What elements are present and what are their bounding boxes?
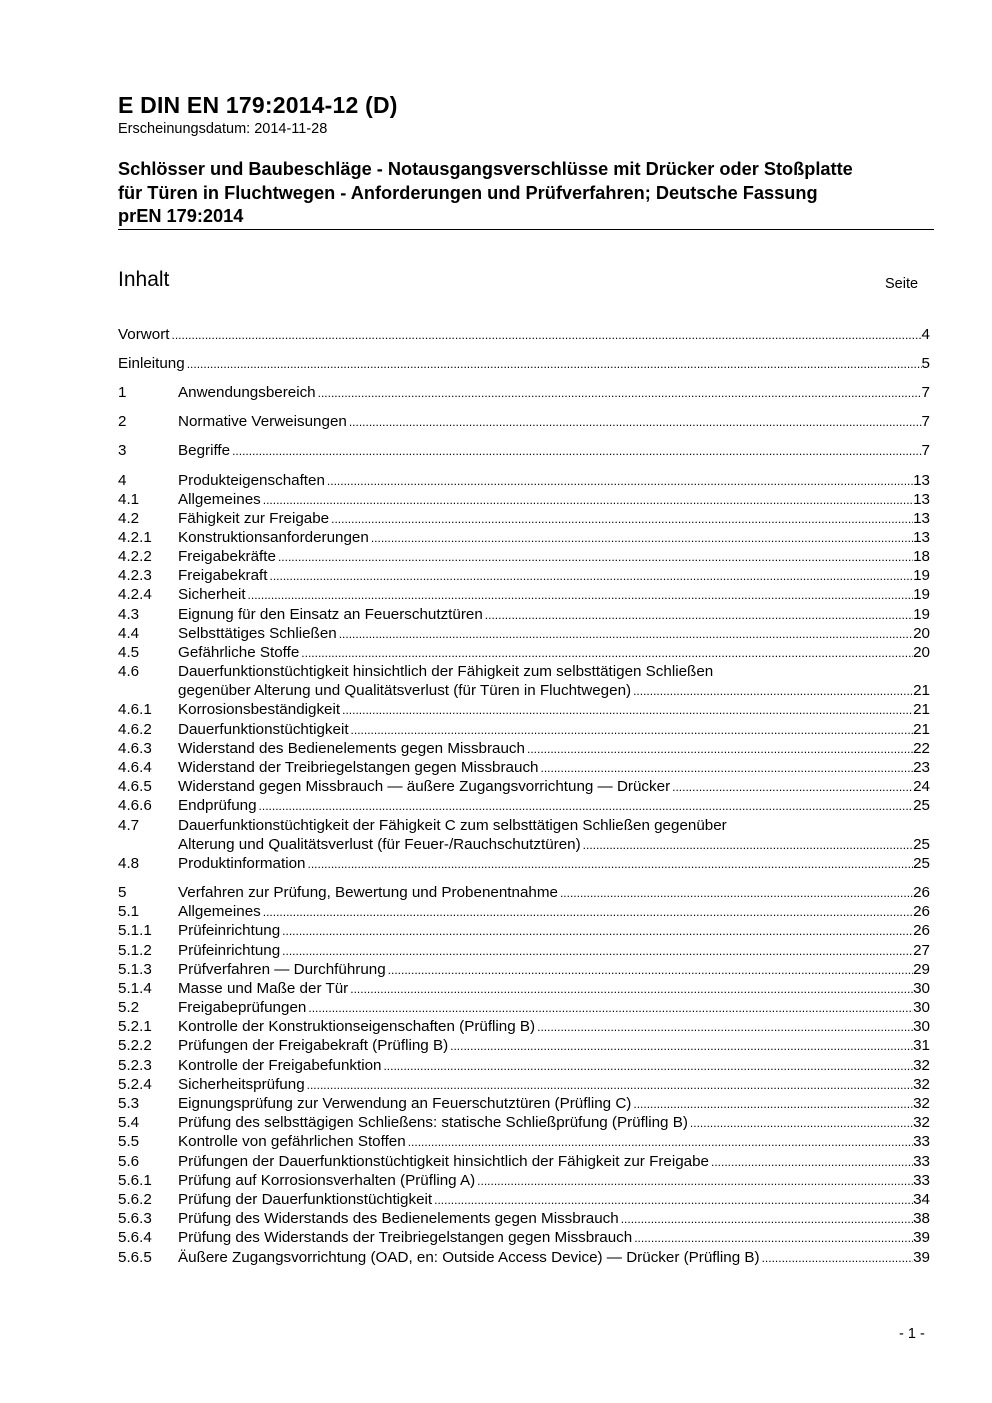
toc-entry-number: 5.6.5: [118, 1249, 152, 1266]
toc-entry-number: 5.1.1: [118, 922, 152, 939]
toc-entry-page: 22: [913, 740, 930, 757]
toc-entry-body: [178, 902, 930, 922]
toc-leader-dots: [383, 1057, 913, 1076]
toc-entry-number: 4: [118, 472, 127, 489]
toc-entry[interactable]: [118, 883, 930, 902]
toc-entry[interactable]: [118, 662, 930, 681]
toc-entry-number: 5.3: [118, 1095, 140, 1112]
toc-entry-body: [178, 1094, 930, 1114]
toc-entry-title: Alterung und Qualitätsverlust (für Feuer-/Rauchschutztüren): [178, 836, 581, 853]
toc-entry-body: [178, 1075, 930, 1095]
toc-entry[interactable]: [118, 854, 930, 873]
toc-leader-dots: [308, 999, 913, 1018]
toc-entry-page: 5: [921, 355, 930, 372]
toc-entry-body: [178, 643, 930, 663]
toc-entry-title: Begriffe: [178, 442, 231, 459]
toc-entry-title: Dauerfunktionstüchtigkeit hinsichtlich der Fähigkeit zum selbsttätigen Schließen: [178, 663, 714, 680]
toc-entry[interactable]: [118, 941, 930, 960]
document-title-line: Schlösser und Baubeschläge - Notausgangsverschlüsse mit Drücker oder Stoßplatte: [118, 159, 853, 179]
toc-entry-number: 5.4: [118, 1114, 140, 1131]
toc-entry-title: Masse und Maße der Tür: [178, 980, 349, 997]
toc-entry-title: Äußere Zugangsvorrichtung (OAD, en: Outside Access Device) — Drücker (Prüfling B): [178, 1249, 760, 1266]
toc-entry-title: Einleitung: [118, 355, 185, 372]
toc-entry-page: 13: [913, 491, 930, 508]
toc-entry-body: [178, 1152, 930, 1172]
toc-entry-number: 4.6: [118, 663, 140, 680]
toc-entry-body: [178, 509, 930, 529]
toc-entry-body: [178, 528, 930, 548]
toc-entry-page: 25: [913, 836, 930, 853]
toc-entry-title: Kontrolle der Freigabefunktion: [178, 1057, 382, 1074]
toc-entry[interactable]: [118, 605, 930, 624]
toc-leader-dots: [232, 442, 921, 461]
toc-entry-page: 13: [913, 472, 930, 489]
toc-entry-body: [178, 960, 930, 980]
toc-entry-body: [178, 998, 930, 1018]
toc-entry-number: 2: [118, 413, 127, 430]
toc-entry-title: Produkteigenschaften: [178, 472, 325, 489]
toc-entry-body: [178, 471, 930, 491]
toc-entry-title: Sicherheit: [178, 586, 246, 603]
document-title: [118, 158, 938, 229]
toc-entry-number: 5.2.3: [118, 1057, 152, 1074]
toc-entry-body: [178, 1248, 930, 1268]
toc-entry[interactable]: [118, 960, 930, 979]
toc-entry[interactable]: [118, 1209, 930, 1228]
toc-entry-page: 29: [913, 961, 930, 978]
toc-entry-title: Anwendungsbereich: [178, 384, 316, 401]
toc-entry-number: 4.6.4: [118, 759, 152, 776]
toc-entry-number: 4.4: [118, 625, 140, 642]
toc-entry-body: [178, 1132, 930, 1152]
toc-entry-body: [178, 1113, 930, 1133]
toc-entry[interactable]: [118, 624, 930, 643]
toc-leader-dots: [282, 942, 913, 961]
toc-entry[interactable]: [118, 700, 930, 719]
toc-entry-page: 33: [913, 1153, 930, 1170]
toc-entry-page: 34: [913, 1191, 930, 1208]
toc-leader-dots: [560, 884, 913, 903]
toc-entry-title: Sicherheitsprüfung: [178, 1076, 305, 1093]
toc-entry-number: 5.5: [118, 1133, 140, 1150]
publication-date: Erscheinungsdatum: 2014-11-28: [118, 121, 328, 137]
toc-entry-body: [178, 758, 930, 778]
toc-entry[interactable]: [118, 566, 930, 585]
toc-entry[interactable]: [118, 1056, 930, 1075]
toc-entry-body: [178, 835, 930, 855]
toc-entry-body: [178, 816, 930, 835]
toc-entry-title: Normative Verweisungen: [178, 413, 347, 430]
toc-leader-dots: [269, 567, 913, 586]
toc-leader-dots: [634, 1229, 913, 1248]
toc-entry[interactable]: [118, 325, 930, 344]
toc-entry-page: 33: [913, 1172, 930, 1189]
toc-entry-body: [178, 585, 930, 605]
toc-entry-body: [178, 777, 930, 797]
toc-entry-number: 4.8: [118, 855, 140, 872]
toc-entry-title: Freigabeprüfungen: [178, 999, 307, 1016]
toc-entry[interactable]: [118, 998, 930, 1017]
toc-entry-number: 4.2: [118, 510, 140, 527]
toc-leader-dots: [278, 548, 913, 567]
toc-leader-dots: [350, 980, 913, 999]
toc-entry-page: 25: [913, 797, 930, 814]
toc-entry-title: Prüfeinrichtung: [178, 942, 281, 959]
toc-entry-page: 39: [913, 1249, 930, 1266]
toc-entry[interactable]: [118, 902, 930, 921]
toc-entry-title: Widerstand der Treibriegelstangen gegen Missbrauch: [178, 759, 539, 776]
toc-leader-dots: [408, 1133, 913, 1152]
toc-leader-dots: [187, 355, 922, 374]
toc-entry-body: [178, 490, 930, 510]
toc-leader-dots: [527, 740, 913, 759]
toc-leader-dots: [342, 701, 913, 720]
toc-entry-title: Widerstand des Bedienelements gegen Missbrauch: [178, 740, 525, 757]
toc-entry-body: [178, 1209, 930, 1229]
toc-entry-title: Prüfung des Widerstands der Treibriegelstangen gegen Missbrauch: [178, 1229, 633, 1246]
toc-entry-number: 4.6.5: [118, 778, 152, 795]
toc-entry-body: [178, 412, 930, 432]
toc-entry-title: Fähigkeit zur Freigabe: [178, 510, 330, 527]
toc-entry-title: Prüfung der Dauerfunktionstüchtigkeit: [178, 1191, 433, 1208]
toc-entry[interactable]: [118, 777, 930, 796]
toc-entry-page: 13: [913, 529, 930, 546]
toc-entry[interactable]: [118, 921, 930, 940]
toc-entry-title: Gefährliche Stoffe: [178, 644, 300, 661]
toc-entry[interactable]: [118, 979, 930, 998]
toc-leader-dots: [351, 721, 914, 740]
toc-leader-dots: [434, 1191, 913, 1210]
toc-entry-number: 4.6.2: [118, 721, 152, 738]
toc-entry-number: 5.6.4: [118, 1229, 152, 1246]
toc-entry-page: 32: [913, 1095, 930, 1112]
toc-entry-title: Freigabekraft: [178, 567, 268, 584]
toc-leader-dots: [711, 1153, 913, 1172]
toc-leader-dots: [331, 510, 913, 529]
toc-entry[interactable]: [118, 1132, 930, 1151]
toc-entry-page: 21: [913, 682, 930, 699]
toc-entry[interactable]: [118, 835, 930, 854]
toc-entry-title: Eignung für den Einsatz an Feuerschutztüren: [178, 606, 483, 623]
toc-entry-number: 4.2.2: [118, 548, 152, 565]
toc-entry-title: Selbsttätiges Schließen: [178, 625, 337, 642]
toc-entry-number: 4.5: [118, 644, 140, 661]
toc-entry-number: 5.2.1: [118, 1018, 152, 1035]
toc-entry-body: [178, 681, 930, 701]
toc-entry[interactable]: [118, 441, 930, 460]
toc-entry-title: Eignungsprüfung zur Verwendung an Feuerschutztüren (Prüfling C): [178, 1095, 632, 1112]
toc-entry[interactable]: [118, 1228, 930, 1247]
toc-entry-title: Prüfung des Widerstands des Bedienelements gegen Missbrauch: [178, 1210, 619, 1227]
toc-leader-dots: [633, 1095, 913, 1114]
toc-entry[interactable]: [118, 1190, 930, 1209]
toc-heading: Inhalt: [118, 268, 170, 291]
toc-entry-body: [178, 921, 930, 941]
toc-entry-number: 5.6.3: [118, 1210, 152, 1227]
toc-leader-dots: [371, 529, 913, 548]
toc-entry-page: 23: [913, 759, 930, 776]
toc-entry-body: [178, 605, 930, 625]
toc-entry-body: [118, 354, 930, 374]
toc-entry[interactable]: [118, 1094, 930, 1113]
toc-entry-title: Prüfungen der Freigabekraft (Prüfling B): [178, 1037, 449, 1054]
toc-entry-page: 38: [913, 1210, 930, 1227]
toc-entry-title: Widerstand gegen Missbrauch — äußere Zugangsvorrichtung — Drücker: [178, 778, 671, 795]
toc-entry[interactable]: [118, 796, 930, 815]
title-divider: [118, 229, 934, 230]
toc-entry-number: 4.2.1: [118, 529, 152, 546]
toc-entry-number: 5.1.4: [118, 980, 152, 997]
toc-leader-dots: [583, 836, 913, 855]
toc-entry-number: 3: [118, 442, 127, 459]
toc-entry[interactable]: [118, 1017, 930, 1036]
toc-entry-number: 4.6.6: [118, 797, 152, 814]
toc-entry[interactable]: [118, 1248, 930, 1267]
toc-leader-dots: [388, 961, 913, 980]
toc-leader-dots: [540, 759, 913, 778]
toc-entry-number: 4.6.1: [118, 701, 152, 718]
toc-entry-title: Vorwort: [118, 326, 170, 343]
toc-entry-number: 5.6: [118, 1153, 140, 1170]
toc-entry[interactable]: [118, 354, 930, 373]
toc-entry-body: [178, 883, 930, 903]
toc-entry[interactable]: [118, 739, 930, 758]
toc-entry-number: 5.2.2: [118, 1037, 152, 1054]
toc-entry-page: 25: [913, 855, 930, 872]
toc-entry-title: gegenüber Alterung und Qualitätsverlust (für Türen in Fluchtwegen): [178, 682, 632, 699]
toc-entry-body: [178, 566, 930, 586]
toc-entry[interactable]: [118, 681, 930, 700]
toc-entry-page: 4: [921, 326, 930, 343]
toc-entry-page: 32: [913, 1076, 930, 1093]
toc-entry[interactable]: [118, 1075, 930, 1094]
toc-entry-page: 24: [913, 778, 930, 795]
toc-entry[interactable]: [118, 816, 930, 835]
toc-entry-title: Freigabekräfte: [178, 548, 276, 565]
toc-entry[interactable]: [118, 1171, 930, 1190]
toc-entry-page: 27: [913, 942, 930, 959]
toc-entry-number: 4.2.3: [118, 567, 152, 584]
toc-entry[interactable]: [118, 471, 930, 490]
toc-entry-number: 1: [118, 384, 127, 401]
toc-entry-page: 19: [913, 567, 930, 584]
toc-entry-page: 30: [913, 999, 930, 1016]
toc-leader-dots: [172, 326, 922, 345]
toc-entry-body: [178, 720, 930, 740]
toc-page-column-label: Seite: [885, 276, 919, 292]
toc-entry-body: [178, 1190, 930, 1210]
toc-entry-body: [178, 1017, 930, 1037]
toc-leader-dots: [537, 1018, 913, 1037]
toc-entry-title: Allgemeines: [178, 491, 261, 508]
toc-leader-dots: [485, 606, 913, 625]
toc-entry-page: 20: [913, 625, 930, 642]
toc-leader-dots: [263, 491, 913, 510]
toc-leader-dots: [621, 1210, 913, 1229]
toc-leader-dots: [477, 1172, 913, 1191]
toc-leader-dots: [263, 903, 913, 922]
toc-entry[interactable]: [118, 528, 930, 547]
toc-entry[interactable]: [118, 585, 930, 604]
toc-leader-dots: [633, 682, 913, 701]
toc-entry-page: 32: [913, 1114, 930, 1131]
toc-entry-title: Prüfungen der Dauerfunktionstüchtigkeit hinsichtlich der Fähigkeit zur Freigabe: [178, 1153, 710, 1170]
toc-entry-title: Korrosionsbeständigkeit: [178, 701, 341, 718]
toc-leader-dots: [450, 1037, 913, 1056]
page-number: - 1 -: [899, 1326, 925, 1342]
toc-leader-dots: [307, 855, 913, 874]
toc-entry-body: [178, 662, 930, 681]
toc-entry-body: [178, 1171, 930, 1191]
toc-entry-number: 4.6.3: [118, 740, 152, 757]
toc-entry-page: 20: [913, 644, 930, 661]
toc-entry[interactable]: [118, 490, 930, 509]
document-id: E DIN EN 179:2014-12 (D): [118, 92, 398, 118]
toc-entry-title: Allgemeines: [178, 903, 261, 920]
toc-entry[interactable]: [118, 547, 930, 566]
toc-entry-page: 31: [913, 1037, 930, 1054]
toc-entry-page: 21: [913, 701, 930, 718]
toc-entry-page: 7: [921, 413, 930, 430]
toc-entry-number: 5.6.1: [118, 1172, 152, 1189]
toc-entry-body: [178, 854, 930, 874]
toc-entry-body: [178, 739, 930, 759]
toc-leader-dots: [259, 797, 914, 816]
toc-entry-page: 19: [913, 586, 930, 603]
document-title-line: prEN 179:2014: [118, 206, 244, 226]
toc-leader-dots: [672, 778, 913, 797]
toc-leader-dots: [339, 625, 913, 644]
toc-leader-dots: [307, 1076, 913, 1095]
toc-entry-number: 4.2.4: [118, 586, 152, 603]
toc-entry-title: Endprüfung: [178, 797, 257, 814]
toc-entry-number: 5.2.4: [118, 1076, 152, 1093]
toc-entry[interactable]: [118, 383, 930, 402]
toc-entry-page: 33: [913, 1133, 930, 1150]
toc-entry-page: 30: [913, 1018, 930, 1035]
toc-entry-body: [178, 1228, 930, 1248]
toc-leader-dots: [301, 644, 913, 663]
toc-entry-page: 26: [913, 922, 930, 939]
toc-entry-number: 5.1.3: [118, 961, 152, 978]
toc-entry-number: 4.1: [118, 491, 140, 508]
toc-entry-title: Produktinformation: [178, 855, 306, 872]
toc-entry-number: 5.1: [118, 903, 140, 920]
toc-leader-dots: [318, 384, 922, 403]
toc-entry-title: Prüfung des selbsttägigen Schließens: statische Schließprüfung (Prüfling B): [178, 1114, 688, 1131]
toc-entry-body: [178, 1036, 930, 1056]
toc-entry-page: 7: [921, 384, 930, 401]
toc-entry-page: 30: [913, 980, 930, 997]
toc-entry-title: Dauerfunktionstüchtigkeit der Fähigkeit C zum selbsttätigen Schließen gegenüber: [178, 817, 727, 834]
toc-entry-body: [178, 441, 930, 461]
toc-entry-title: Kontrolle der Konstruktionseigenschaften (Prüfling B): [178, 1018, 536, 1035]
toc-leader-dots: [690, 1114, 913, 1133]
toc-entry-title: Prüfverfahren — Durchführung: [178, 961, 386, 978]
toc-entry[interactable]: [118, 412, 930, 431]
toc-entry-page: 18: [913, 548, 930, 565]
toc-entry-body: [178, 1056, 930, 1076]
toc-entry-title: Konstruktionsanforderungen: [178, 529, 369, 546]
toc-entry-number: 5: [118, 884, 127, 901]
toc-entry[interactable]: [118, 1113, 930, 1132]
toc-entry-page: 7: [921, 442, 930, 459]
toc-entry[interactable]: [118, 1152, 930, 1171]
toc-entry-body: [178, 979, 930, 999]
toc-leader-dots: [282, 922, 913, 941]
toc-entry[interactable]: [118, 1036, 930, 1055]
toc-entry-number: 4.7: [118, 817, 140, 834]
toc-entry-title: Dauerfunktionstüchtigkeit: [178, 721, 349, 738]
toc-entry-title: Prüfung auf Korrosionsverhalten (Prüfling A): [178, 1172, 476, 1189]
toc-entry-body: [178, 941, 930, 961]
toc-entry[interactable]: [118, 758, 930, 777]
toc-entry-page: 39: [913, 1229, 930, 1246]
toc-entry-body: [178, 796, 930, 816]
toc-entry[interactable]: [118, 643, 930, 662]
toc-entry-page: 26: [913, 903, 930, 920]
toc-leader-dots: [248, 586, 914, 605]
toc-entry-page: 13: [913, 510, 930, 527]
toc-entry-page: 32: [913, 1057, 930, 1074]
toc-entry-body: [178, 547, 930, 567]
toc-entry-body: [178, 383, 930, 403]
toc-entry[interactable]: [118, 720, 930, 739]
toc-entry-page: 26: [913, 884, 930, 901]
toc-entry-number: 4.3: [118, 606, 140, 623]
toc-entry-title: Verfahren zur Prüfung, Bewertung und Probenentnahme: [178, 884, 558, 901]
toc-entry-number: 5.6.2: [118, 1191, 152, 1208]
toc-entry[interactable]: [118, 509, 930, 528]
toc-entry-page: 19: [913, 606, 930, 623]
toc-entry-page: 21: [913, 721, 930, 738]
toc-entry-body: [178, 700, 930, 720]
toc-entry-number: 5.1.2: [118, 942, 152, 959]
toc-leader-dots: [327, 472, 913, 491]
toc-entry-title: Kontrolle von gefährlichen Stoffen: [178, 1133, 406, 1150]
toc-entry-number: 5.2: [118, 999, 140, 1016]
toc-leader-dots: [762, 1249, 914, 1268]
toc-entry-body: [118, 325, 930, 345]
toc-entry-body: [178, 624, 930, 644]
toc-entry-title: Prüfeinrichtung: [178, 922, 281, 939]
toc-leader-dots: [349, 413, 922, 432]
document-title-line: für Türen in Fluchtwegen - Anforderungen und Prüfverfahren; Deutsche Fassung: [118, 182, 818, 203]
